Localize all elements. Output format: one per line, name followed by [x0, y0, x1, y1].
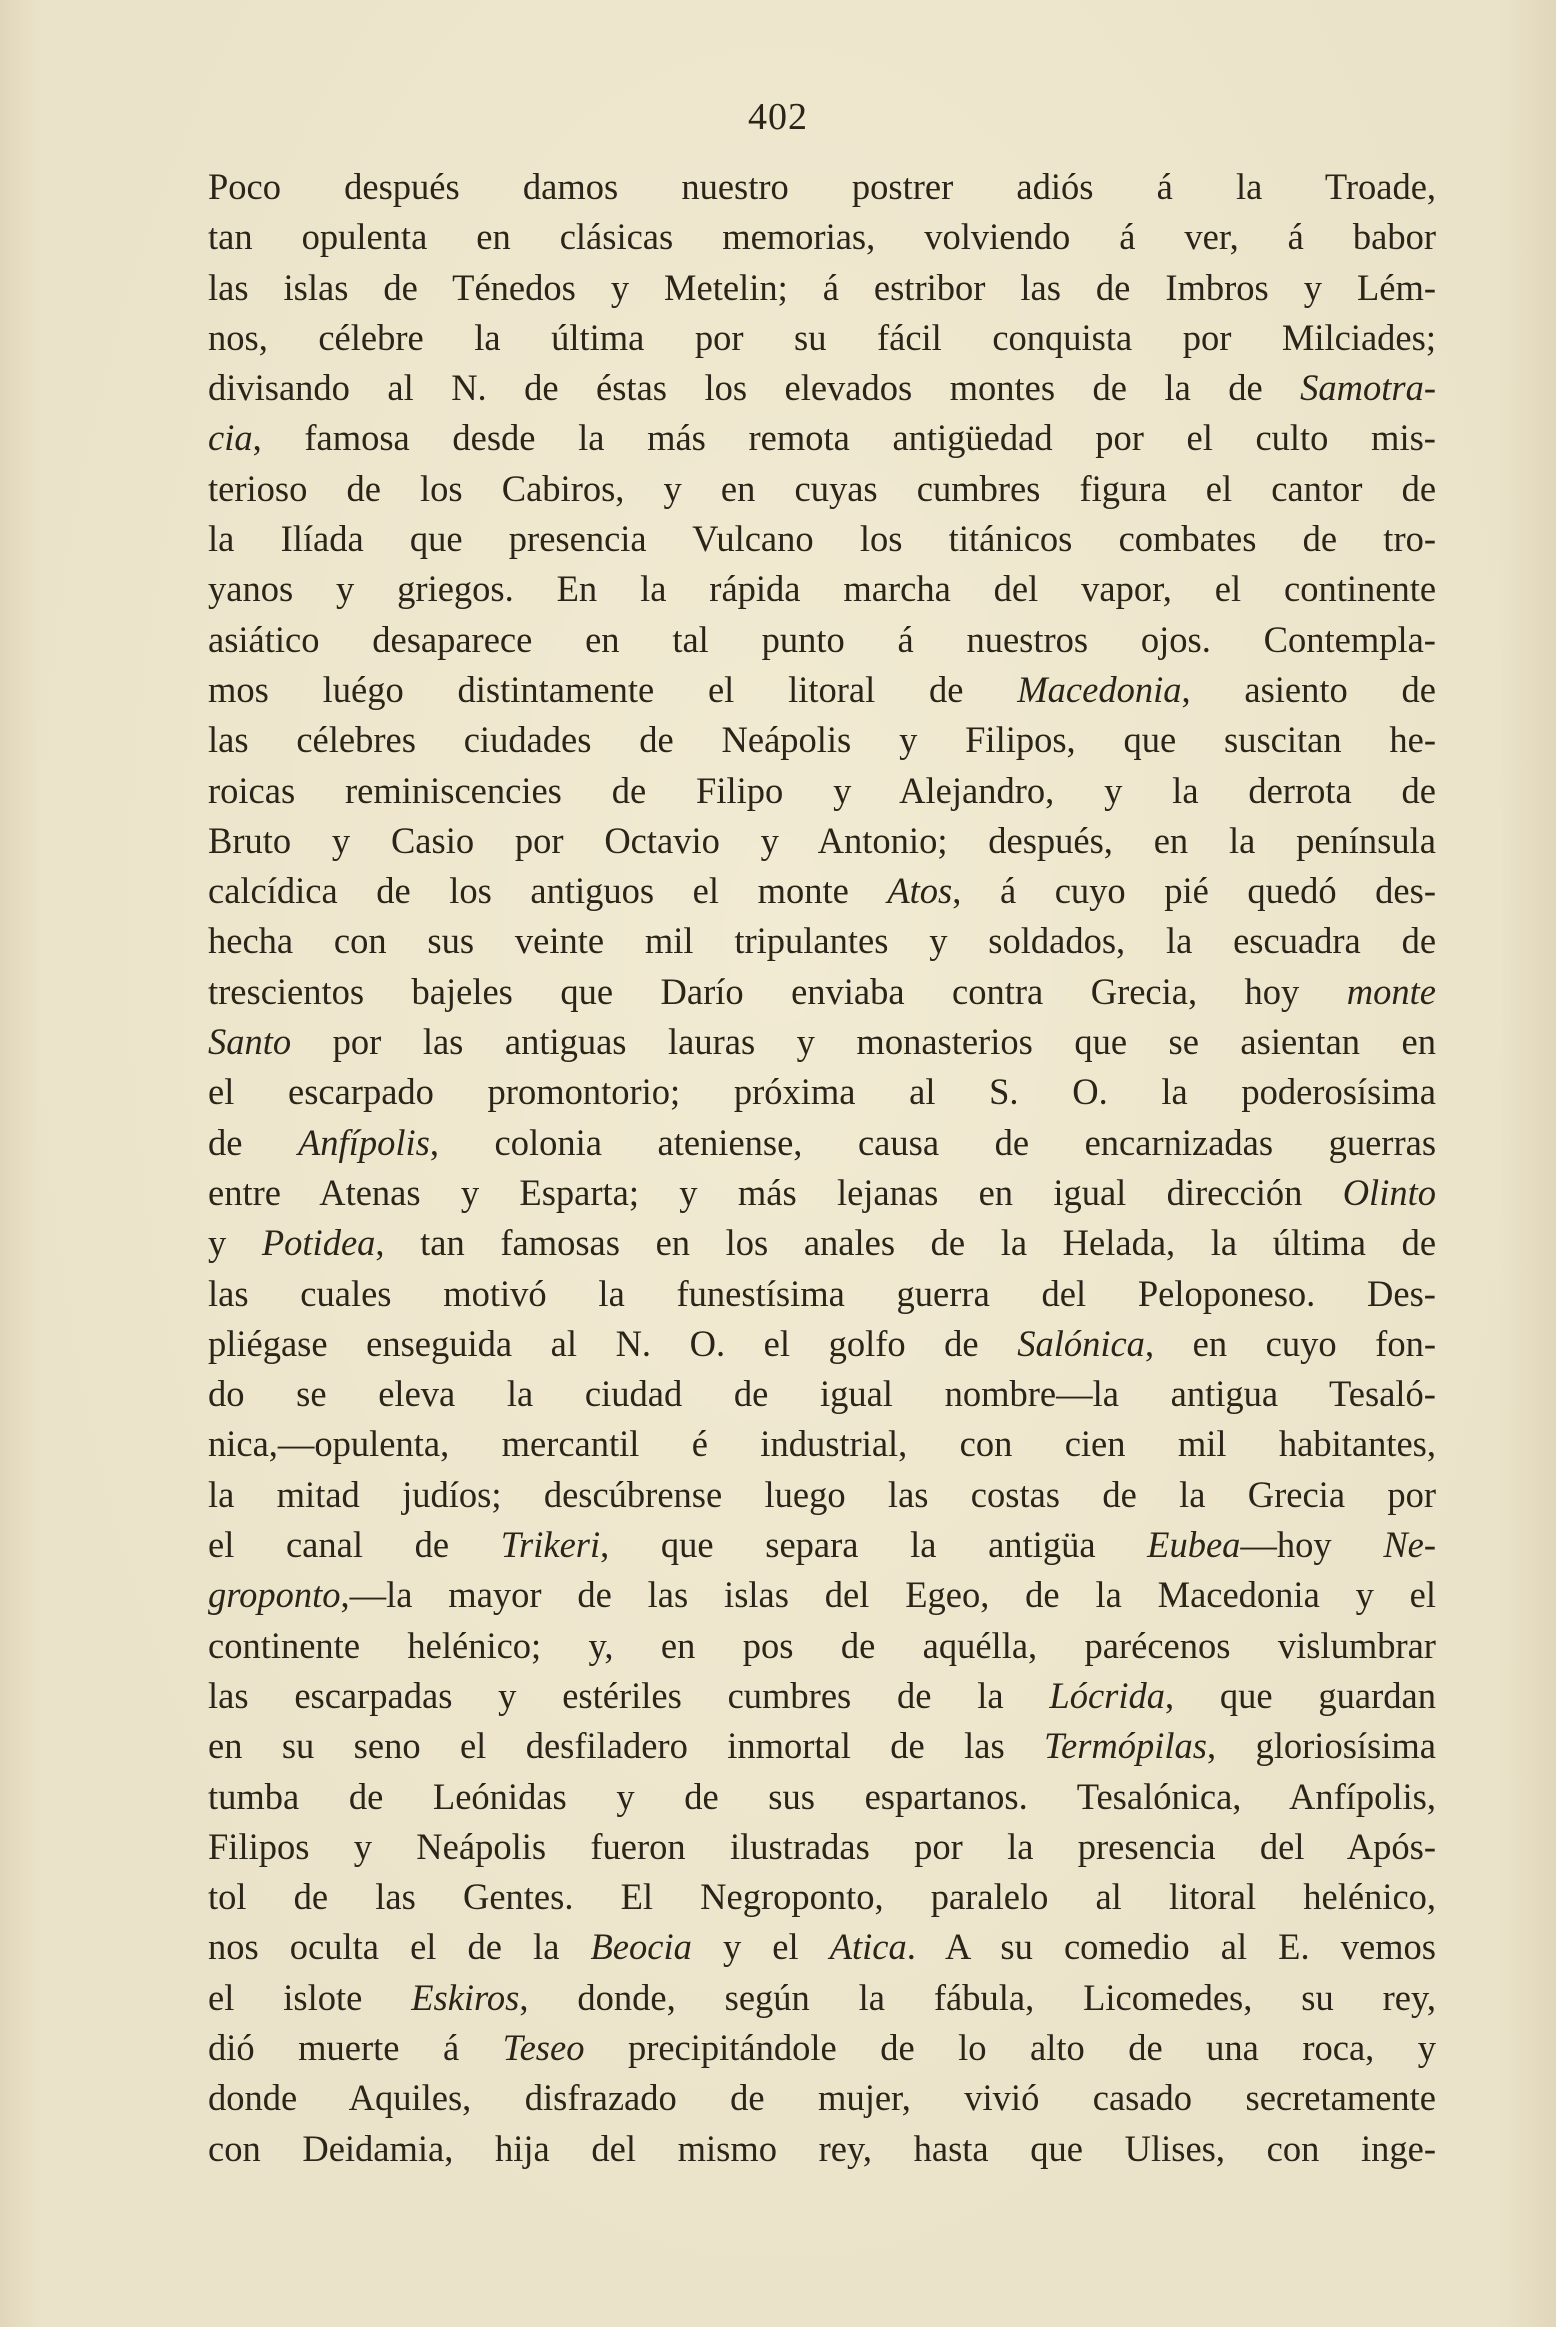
text-segment: entre Atenas y Esparta; y más lejanas en igual dirección: [208, 1171, 1343, 1213]
text-line: [208, 514, 1436, 564]
text-segment: , á cuyo pié quedó des-: [952, 870, 1436, 912]
italic-text: Termópilas: [1044, 1725, 1207, 1767]
text-segment: y: [208, 1222, 262, 1264]
text-line: [208, 1319, 1436, 1369]
text-segment: el canal de: [208, 1524, 501, 1566]
text-line: [208, 1017, 1436, 1067]
italic-text: Eskiros: [411, 1976, 520, 2018]
text-segment: , colonia ateniense, causa de encarnizadas guerras: [429, 1121, 1436, 1163]
text-line: [208, 766, 1436, 816]
text-segment: en su seno el desfiladero inmortal de las: [208, 1725, 1045, 1767]
text-line: [208, 413, 1436, 463]
text-line: [208, 2073, 1436, 2123]
text-segment: , que guardan: [1165, 1674, 1436, 1716]
italic-text: Teseo: [502, 2026, 585, 2068]
italic-text: Samotra-: [1300, 367, 1436, 409]
text-segment: terioso de los Cabiros, y en cuyas cumbres figura el cantor de: [208, 467, 1436, 509]
italic-text: Salónica: [1017, 1322, 1145, 1364]
text-line: [208, 1922, 1436, 1972]
text-line: [208, 1470, 1436, 1520]
text-segment: , asiento de: [1181, 668, 1436, 710]
text-line: [208, 263, 1436, 313]
text-segment: trescientos bajeles que Darío enviaba contra Grecia, hoy: [208, 970, 1347, 1012]
text-segment: , que separa la antigüa: [600, 1524, 1148, 1566]
text-segment: —hoy: [1240, 1524, 1384, 1566]
italic-text: Atica: [829, 1926, 907, 1968]
text-segment: , tan famosas en los anales de la Helada, la última de: [375, 1222, 1436, 1264]
text-segment: Filipos y Neápolis fueron ilustradas por la presencia del Após-: [208, 1825, 1436, 1867]
text-segment: las cuales motivó la funestísima guerra del Peloponeso. Des-: [208, 1272, 1436, 1314]
text-line: [208, 1269, 1436, 1319]
text-segment: continente helénico; y, en pos de aquélla, parécenos vislumbrar: [208, 1624, 1436, 1666]
italic-text: Macedonia: [1017, 668, 1182, 710]
text-segment: ,—la mayor de las islas del Egeo, de la Macedonia y el: [340, 1574, 1436, 1616]
italic-text: monte: [1346, 970, 1436, 1012]
text-segment: mos luégo distintamente el litoral de: [208, 668, 1018, 710]
text-segment: . A su comedio al E. vemos: [906, 1926, 1436, 1968]
text-line: [208, 212, 1436, 262]
text-segment: las escarpadas y estériles cumbres de la: [208, 1674, 1050, 1716]
italic-text: Olinto: [1342, 1171, 1436, 1213]
text-line: [208, 464, 1436, 514]
text-line: [208, 615, 1436, 665]
text-segment: dió muerte á: [208, 2026, 503, 2068]
page-number: 402: [748, 96, 808, 138]
text-line: [208, 1570, 1436, 1620]
text-line: [208, 313, 1436, 363]
text-line: [208, 1621, 1436, 1671]
italic-text: Trikeri: [500, 1524, 601, 1566]
text-line: [208, 1168, 1436, 1218]
text-segment: la Ilíada que presencia Vulcano los titánicos combates de tro-: [208, 518, 1436, 560]
text-line: [208, 665, 1436, 715]
italic-text: Beocia: [590, 1926, 692, 1968]
text-segment: Bruto y Casio por Octavio y Antonio; después, en la península: [208, 819, 1436, 861]
text-segment: roicas reminiscencies de Filipo y Alejandro, y la derrota de: [208, 769, 1436, 811]
italic-text: Potidea: [261, 1222, 376, 1264]
text-line: [208, 2124, 1436, 2174]
text-line: [208, 1721, 1436, 1771]
italic-text: groponto: [208, 1574, 341, 1616]
text-segment: tan opulenta en clásicas memorias, volviendo á ver, á babor: [208, 216, 1436, 258]
italic-text: Eubea: [1147, 1524, 1241, 1566]
italic-text: Santo: [208, 1021, 292, 1063]
text-line: [208, 816, 1436, 866]
text-segment: el islote: [208, 1976, 412, 2018]
text-line: [208, 363, 1436, 413]
text-segment: las islas de Ténedos y Metelin; á estribor las de Imbros y Lém-: [208, 266, 1436, 308]
text-segment: , donde, según la fábula, Licomedes, su rey,: [519, 1976, 1436, 2018]
text-segment: , en cuyo fon-: [1144, 1322, 1436, 1364]
text-segment: , gloriosísima: [1207, 1725, 1436, 1767]
text-line: [208, 162, 1436, 212]
text-segment: nos, célebre la última por su fácil conquista por Milciades;: [208, 316, 1436, 358]
text-segment: y el: [691, 1926, 830, 1968]
italic-text: cia: [208, 417, 253, 459]
text-line: [208, 1772, 1436, 1822]
text-line: [208, 1067, 1436, 1117]
text-segment: tumba de Leónidas y de sus espartanos. Tesalónica, Anfípolis,: [208, 1775, 1436, 1817]
body-text: [208, 162, 1436, 2174]
text-segment: yanos y griegos. En la rápida marcha del vapor, el continente: [208, 568, 1436, 610]
text-line: [208, 715, 1436, 765]
text-line: [208, 967, 1436, 1017]
text-line: [208, 1822, 1436, 1872]
italic-text: Ne-: [1383, 1524, 1436, 1566]
text-line: [208, 1118, 1436, 1168]
text-segment: do se eleva la ciudad de igual nombre—la antigua Tesaló-: [208, 1373, 1436, 1415]
text-segment: nica,—opulenta, mercantil é industrial, con cien mil habitantes,: [208, 1423, 1436, 1465]
text-segment: con Deidamia, hija del mismo rey, hasta que Ulises, con inge-: [208, 2127, 1436, 2169]
text-segment: asiático desaparece en tal punto á nuestros ojos. Contempla-: [208, 618, 1436, 660]
italic-text: Atos: [887, 870, 953, 912]
text-segment: precipitándole de lo alto de una roca, y: [584, 2026, 1436, 2068]
text-line: [208, 2023, 1436, 2073]
text-line: [208, 1419, 1436, 1469]
italic-text: Anfípolis: [298, 1121, 430, 1163]
text-line: [208, 916, 1436, 966]
text-line: [208, 1369, 1436, 1419]
text-line: [208, 866, 1436, 916]
text-segment: por las antiguas lauras y monasterios que se asientan en: [291, 1021, 1436, 1063]
text-segment: donde Aquiles, disfrazado de mujer, vivió casado secretamente: [208, 2077, 1436, 2119]
text-segment: tol de las Gentes. El Negroponto, paralelo al litoral helénico,: [208, 1876, 1436, 1918]
text-segment: nos oculta el de la: [208, 1926, 591, 1968]
text-segment: de: [208, 1121, 299, 1163]
text-segment: el escarpado promontorio; próxima al S. O. la poderosísima: [208, 1071, 1436, 1113]
text-line: [208, 1218, 1436, 1268]
text-segment: divisando al N. de éstas los elevados montes de la de: [208, 367, 1301, 409]
text-line: [208, 1520, 1436, 1570]
text-segment: pliégase enseguida al N. O. el golfo de: [208, 1322, 1018, 1364]
text-segment: calcídica de los antiguos el monte: [208, 870, 888, 912]
italic-text: Lócrida: [1049, 1674, 1165, 1716]
text-segment: las célebres ciudades de Neápolis y Filipos, que suscitan he-: [208, 719, 1436, 761]
text-line: [208, 1872, 1436, 1922]
text-line: [208, 1973, 1436, 2023]
text-segment: , famosa desde la más remota antigüedad por el culto mis-: [252, 417, 1436, 459]
text-segment: la mitad judíos; descúbrense luego las costas de la Grecia por: [208, 1473, 1436, 1515]
text-line: [208, 564, 1436, 614]
text-segment: hecha con sus veinte mil tripulantes y soldados, la escuadra de: [208, 920, 1436, 962]
text-segment: Poco después damos nuestro postrer adiós á la Troade,: [208, 166, 1436, 207]
text-line: [208, 1671, 1436, 1721]
